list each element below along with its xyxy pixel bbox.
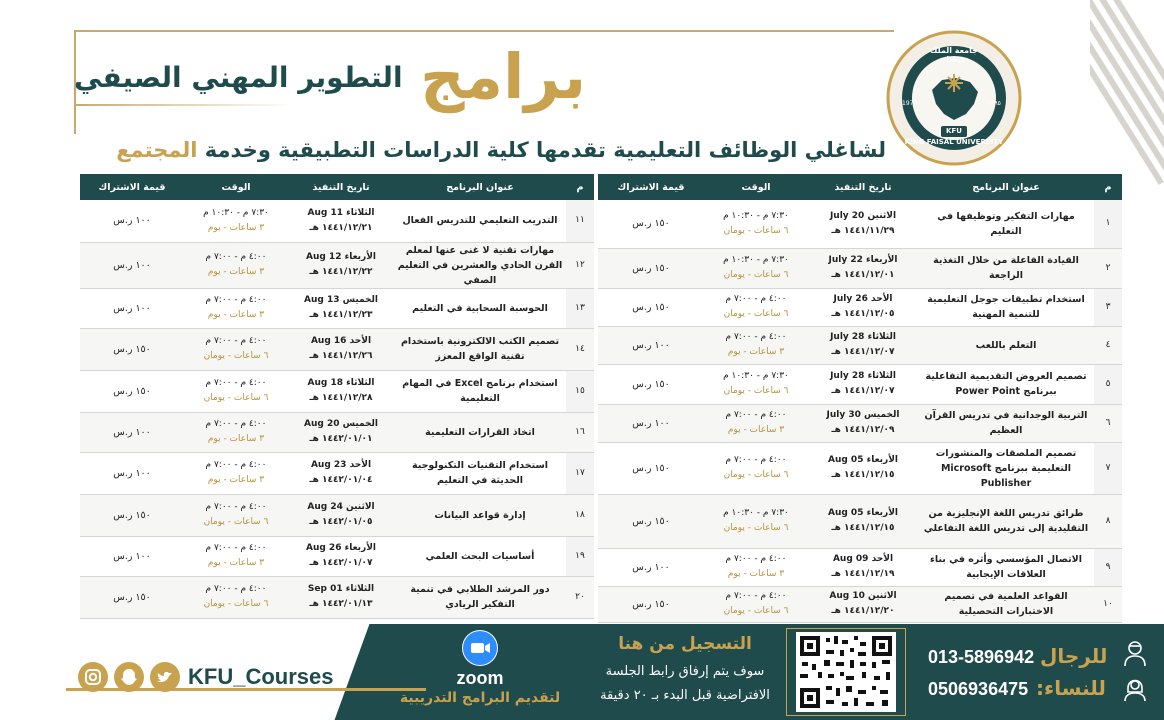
women-label: للنساء:: [1036, 676, 1106, 700]
program-date: [288, 200, 394, 242]
table-row: [598, 326, 1122, 364]
time-range: ٧:٣٠ م - ١٠:٣٠ م: [723, 210, 789, 221]
time-range: ٧:٣٠ م - ١٠:٣٠ م: [203, 207, 269, 218]
time-duration: ٦ ساعات - يومان: [723, 386, 789, 396]
date-hijri: ١٤٤١/١٢/٠٧ هـ: [831, 386, 895, 396]
date-gregorian: الثلاثاء Sep 01: [307, 584, 375, 594]
logo-text-bottom: KING FAISAL UNIVERSITY: [904, 138, 1004, 146]
social-handle[interactable]: KFU_Courses: [188, 664, 334, 689]
program-fee: ١٠٠ ر.س: [80, 200, 184, 242]
program-title: تصميم الكتب الالكترونية باستخدام تقنية الواقع المعزز: [394, 328, 566, 370]
date-gregorian: الخميس Aug 13: [304, 295, 378, 305]
col-name: عنوان البرنامج: [394, 174, 566, 200]
date-gregorian: الثلاثاء Aug 18: [307, 378, 375, 388]
program-fee: ١٥٠ ر.س: [598, 248, 704, 288]
date-gregorian: الأحد Aug 16: [310, 336, 372, 346]
program-date: [288, 288, 394, 328]
time-range: ٤:٠٠ م - ٧:٠٠ م: [725, 294, 787, 304]
date-gregorian: الخميس Aug 20: [304, 419, 378, 429]
time-duration: ٣ ساعات - يوم: [207, 558, 265, 568]
zoom-icon: [462, 630, 498, 666]
date-hijri: ١٤٤١/١٢/١٩ هـ: [831, 569, 895, 579]
program-time: [704, 548, 808, 586]
instagram-icon[interactable]: [78, 662, 108, 692]
logo-year-left: 1975: [902, 100, 918, 107]
row-num: ٣: [1094, 288, 1122, 326]
date-hijri: ١٤٤٢/٠١/٠٧ هـ: [309, 558, 373, 568]
program-fee: ١٠٠ ر.س: [80, 452, 184, 494]
row-num: ٨: [1094, 494, 1122, 548]
program-time: [184, 536, 288, 576]
date-gregorian: الأربعاء July 22: [828, 255, 898, 265]
women-phone[interactable]: 0506936475: [928, 679, 1029, 699]
time-duration: ٣ ساعات - يوم: [207, 222, 265, 233]
date-hijri: ١٤٤١/١٢/٠٩ هـ: [831, 425, 895, 435]
program-fee: ١٠٠ ر.س: [598, 404, 704, 442]
program-time: [704, 288, 808, 326]
program-time: [704, 404, 808, 442]
date-gregorian: الثلاثاء July 28: [830, 371, 896, 381]
date-hijri: ١٤٤١/١٢/٢٢ هـ: [309, 267, 373, 277]
program-time: [184, 576, 288, 618]
logo-year-right: ١٣٩٥: [988, 100, 1001, 107]
program-time: [184, 494, 288, 536]
row-num: ٧: [1094, 442, 1122, 494]
program-fee: ١٠٠ ر.س: [80, 536, 184, 576]
kfu-logo: [886, 30, 1022, 166]
program-date: [808, 200, 918, 248]
table-row: [80, 412, 594, 452]
time-range: ٤:٠٠ م - ٧:٠٠ م: [725, 410, 787, 420]
table-row: [80, 494, 594, 536]
date-gregorian: الخميس July 30: [826, 410, 900, 420]
program-date: [288, 576, 394, 618]
program-time: [184, 200, 288, 242]
program-time: [184, 370, 288, 412]
program-time: [704, 442, 808, 494]
table-row: [598, 442, 1122, 494]
program-date: [808, 586, 918, 622]
zoom-subtitle: لتقديم البرامج التدريبية: [399, 690, 561, 706]
time-duration: ٦ ساعات - يومان: [723, 225, 789, 236]
time-duration: ٦ ساعات - يومان: [723, 606, 789, 616]
col-fee: قيمة الاشتراك: [598, 174, 704, 200]
program-title: تصميم الملصقات والمنشورات التعليمية ببرنامج Microsoft Publisher: [918, 442, 1094, 494]
program-date: [288, 412, 394, 452]
program-fee: ١٠٠ ر.س: [598, 326, 704, 364]
program-time: [704, 248, 808, 288]
time-duration: ٣ ساعات - يوم: [207, 267, 265, 277]
table-row: [598, 586, 1122, 622]
date-hijri: ١٤٤١/١٢/٢١ هـ: [309, 222, 373, 233]
program-time: [184, 452, 288, 494]
time-range: ٤:٠٠ م - ٧:٠٠ م: [205, 295, 267, 305]
table-row: [80, 288, 594, 328]
program-fee: ١٥٠ ر.س: [598, 288, 704, 326]
date-hijri: ١٤٤٢/٠١/٠٥ هـ: [309, 517, 373, 527]
date-hijri: ١٤٤١/١٢/٢٠ هـ: [831, 606, 895, 616]
time-range: ٤:٠٠ م - ٧:٠٠ م: [725, 591, 787, 601]
program-fee: ١٠٠ ر.س: [80, 412, 184, 452]
table-row: [80, 576, 594, 618]
snapchat-icon[interactable]: [114, 662, 144, 692]
time-duration: ٣ ساعات - يوم: [207, 475, 265, 485]
date-gregorian: الثلاثاء Aug 11: [307, 207, 375, 218]
row-num: ١٢: [566, 242, 594, 288]
table-header-row: [598, 174, 1122, 200]
date-hijri: ١٤٤١/١٢/٠١ هـ: [831, 270, 895, 280]
program-date: [288, 370, 394, 412]
time-duration: ٦ ساعات - يومان: [723, 523, 789, 533]
date-gregorian: الثلاثاء July 28: [830, 332, 896, 342]
date-gregorian: الأربعاء Aug 12: [305, 252, 377, 262]
program-title: مهارات تقنية لا غنى عنها لمعلم القرن الحادي والعشرين في التعليم الصفي: [394, 242, 566, 288]
program-fee: ١٥٠ ر.س: [598, 364, 704, 404]
table-row: [80, 370, 594, 412]
time-range: ٤:٠٠ م - ٧:٠٠ م: [725, 455, 787, 465]
date-gregorian: الأحد Aug 09: [832, 554, 894, 564]
program-date: [808, 548, 918, 586]
program-fee: ١٥٠ ر.س: [80, 576, 184, 618]
program-title: طرائق تدريس اللغة الإنجليزية من التقليدية إلى تدريس اللغة التفاعلي: [918, 494, 1094, 548]
program-title: القواعد العلمية في تصميم الاختبارات التحصيلية: [918, 586, 1094, 622]
program-title: التربية الوجدانية في تدريس القرآن العظيم: [918, 404, 1094, 442]
row-num: ١٣: [566, 288, 594, 328]
date-gregorian: الاثنين July 20: [829, 210, 897, 221]
qr-code[interactable]: [796, 632, 896, 712]
table-row: [598, 494, 1122, 548]
time-range: ٤:٠٠ م - ٧:٠٠ م: [205, 460, 267, 470]
time-range: ٧:٣٠ م - ١٠:٣٠ م: [723, 508, 789, 518]
program-title: الحوسبة السحابية في التعليم: [394, 288, 566, 328]
logo-text-top: جامعة الملك فيصل: [930, 46, 978, 64]
program-time: [184, 412, 288, 452]
time-range: ٤:٠٠ م - ٧:٠٠ م: [725, 554, 787, 564]
time-range: ٤:٠٠ م - ٧:٠٠ م: [205, 419, 267, 429]
program-title: تصميم العروض التقديمية التفاعلية ببرنامج Power Point: [918, 364, 1094, 404]
subtitle-accent: المجتمع: [116, 138, 198, 162]
date-gregorian: الاثنين Aug 10: [829, 591, 897, 601]
program-fee: ١٥٠ ر.س: [80, 328, 184, 370]
program-fee: ١٥٠ ر.س: [80, 370, 184, 412]
date-hijri: ١٤٤١/١٢/٢٣ هـ: [309, 310, 373, 320]
table-row: [598, 364, 1122, 404]
date-gregorian: الأربعاء Aug 26: [305, 543, 377, 553]
program-fee: ١٥٠ ر.س: [598, 200, 704, 248]
program-time: [184, 288, 288, 328]
program-date: [808, 288, 918, 326]
time-duration: ٣ ساعات - يوم: [207, 310, 265, 320]
program-date: [808, 248, 918, 288]
col-name: عنوان البرنامج: [918, 174, 1094, 200]
row-num: ١٩: [566, 536, 594, 576]
qr-code-icon: [796, 632, 896, 712]
zoom-label: zoom: [456, 668, 504, 688]
program-title: دور المرشد الطلابي في تنمية التفكير الريادي: [394, 576, 566, 618]
row-num: ١٤: [566, 328, 594, 370]
col-date: تاريخ التنفيذ: [808, 174, 918, 200]
date-hijri: ١٤٤١/١٢/٠٥ هـ: [831, 309, 895, 319]
program-title: التعلم باللعب: [918, 326, 1094, 364]
program-title: أساسيات البحث العلمي: [394, 536, 566, 576]
table-row: [598, 404, 1122, 442]
date-hijri: ١٤٤١/١٢/١٥ هـ: [831, 523, 895, 533]
table-row: [80, 452, 594, 494]
register-note-line2: الافتراضية قبل البدء بـ ٢٠ دقيقة: [600, 688, 770, 703]
program-title: استخدام تطبيقات جوجل التعليمية للتنمية المهنية: [918, 288, 1094, 326]
program-time: [704, 364, 808, 404]
time-duration: ٦ ساعات - يومان: [723, 309, 789, 319]
row-num: ٩: [1094, 548, 1122, 586]
col-date: تاريخ التنفيذ: [288, 174, 394, 200]
twitter-icon[interactable]: [150, 662, 180, 692]
col-fee: قيمة الاشتراك: [80, 174, 184, 200]
program-title: اتخاذ القرارات التعليمية: [394, 412, 566, 452]
program-date: [288, 536, 394, 576]
program-fee: ١٠٠ ر.س: [80, 288, 184, 328]
men-phone[interactable]: 013-5896942: [928, 647, 1035, 667]
program-time: [704, 494, 808, 548]
col-num: م: [1094, 174, 1122, 200]
date-gregorian: الأربعاء Aug 05: [827, 508, 899, 518]
date-hijri: ١٤٤١/١١/٢٩ هـ: [831, 225, 895, 236]
program-fee: ١٥٠ ر.س: [598, 442, 704, 494]
program-fee: ١٠٠ ر.س: [598, 548, 704, 586]
title-word: برامج: [420, 40, 587, 113]
table-row: [80, 536, 594, 576]
page-title: التطوير المهني الصيفي: [74, 61, 403, 94]
table-row: [598, 248, 1122, 288]
date-gregorian: الأحد July 26: [833, 294, 893, 304]
table-row: [598, 288, 1122, 326]
time-duration: ٦ ساعات - يومان: [203, 393, 269, 403]
program-date: [808, 364, 918, 404]
time-duration: ٦ ساعات - يومان: [203, 517, 269, 527]
row-num: ٦: [1094, 404, 1122, 442]
row-num: ١٦: [566, 412, 594, 452]
time-duration: ٦ ساعات - يومان: [723, 270, 789, 280]
program-time: [184, 328, 288, 370]
program-title: استخدام برنامج Excel في المهام التعليمية: [394, 370, 566, 412]
program-date: [808, 442, 918, 494]
time-range: ٤:٠٠ م - ٧:٠٠ م: [205, 502, 267, 512]
time-duration: ٦ ساعات - يومان: [203, 351, 269, 361]
row-num: ١٧: [566, 452, 594, 494]
date-hijri: ١٤٤١/١٢/١٥ هـ: [831, 470, 895, 480]
row-num: ٢٠: [566, 576, 594, 618]
program-date: [808, 326, 918, 364]
page-subtitle: [66, 132, 886, 168]
program-fee: ١٥٠ ر.س: [80, 494, 184, 536]
table-header-row: [80, 174, 594, 200]
time-range: ٤:٠٠ م - ٧:٠٠ م: [725, 332, 787, 342]
row-num: ١٨: [566, 494, 594, 536]
program-time: [704, 586, 808, 622]
subtitle-text: لشاغلي الوظائف التعليمية تقدمها كلية الدراسات التطبيقية وخدمة: [197, 138, 886, 162]
row-num: ٢: [1094, 248, 1122, 288]
date-gregorian: الاثنين Aug 24: [307, 502, 375, 512]
time-range: ٤:٠٠ م - ٧:٠٠ م: [205, 378, 267, 388]
table-row: [598, 200, 1122, 248]
time-range: ٧:٣٠ م - ١٠:٣٠ م: [723, 371, 789, 381]
date-hijri: ١٤٤١/١٢/٢٨ هـ: [309, 393, 373, 403]
row-num: ١٥: [566, 370, 594, 412]
time-range: ٤:٠٠ م - ٧:٠٠ م: [205, 584, 267, 594]
date-hijri: ١٤٤٢/٠١/٠٤ هـ: [309, 475, 373, 485]
col-time: الوقت: [704, 174, 808, 200]
program-date: [288, 494, 394, 536]
row-num: ١١: [566, 200, 594, 242]
decorative-stripes: [1090, 0, 1164, 190]
date-gregorian: الأربعاء Aug 05: [827, 455, 899, 465]
program-title: الاتصال المؤسسي وأثره في بناء العلاقات الإيجابية: [918, 548, 1094, 586]
program-time: [704, 326, 808, 364]
table-row: [80, 242, 594, 288]
register-title: التسجيل من هنا: [618, 634, 752, 654]
time-range: ٤:٠٠ م - ٧:٠٠ م: [205, 336, 267, 346]
row-num: ٤: [1094, 326, 1122, 364]
men-label: للرجال: [1040, 644, 1108, 668]
time-range: ٤:٠٠ م - ٧:٠٠ م: [205, 252, 267, 262]
woman-icon: [1120, 672, 1150, 702]
time-duration: ٣ ساعات - يوم: [727, 569, 785, 579]
program-title: القيادة الفاعلة من خلال التغذية الراجعة: [918, 248, 1094, 288]
table-row: [80, 200, 594, 242]
col-time: الوقت: [184, 174, 288, 200]
time-duration: ٣ ساعات - يوم: [727, 347, 785, 357]
man-icon: [1120, 638, 1150, 668]
program-time: [184, 242, 288, 288]
row-num: ١: [1094, 200, 1122, 248]
program-fee: ١٥٠ ر.س: [598, 586, 704, 622]
program-title: التدريب التعليمي للتدريس الفعال: [394, 200, 566, 242]
time-duration: ٣ ساعات - يوم: [727, 425, 785, 435]
program-time: [704, 200, 808, 248]
date-hijri: ١٤٤٢/٠١/١٣ هـ: [309, 599, 373, 609]
date-gregorian: الأحد Aug 23: [310, 460, 372, 470]
time-range: ٧:٣٠ م - ١٠:٣٠ م: [723, 255, 789, 265]
schedule-table-right: [598, 174, 1122, 623]
col-num: م: [566, 174, 594, 200]
time-range: ٤:٠٠ م - ٧:٠٠ م: [205, 543, 267, 553]
table-row: [598, 548, 1122, 586]
time-duration: ٣ ساعات - يوم: [207, 434, 265, 444]
program-fee: ١٠٠ ر.س: [80, 242, 184, 288]
program-date: [288, 242, 394, 288]
program-fee: ١٥٠ ر.س: [598, 494, 704, 548]
program-date: [288, 328, 394, 370]
program-title: مهارات التفكير وتوظيفها في التعليم: [918, 200, 1094, 248]
row-num: ١٠: [1094, 586, 1122, 622]
row-num: ٥: [1094, 364, 1122, 404]
table-row: [80, 328, 594, 370]
program-date: [288, 452, 394, 494]
time-duration: ٦ ساعات - يومان: [723, 470, 789, 480]
program-title: إدارة قواعد البيانات: [394, 494, 566, 536]
logo-abbr: KFU: [946, 127, 962, 135]
program-date: [808, 494, 918, 548]
register-note-line1: سوف يتم إرفاق رابط الجلسة: [605, 664, 765, 679]
date-hijri: ١٤٤٢/٠١/٠١ هـ: [309, 434, 373, 444]
date-hijri: ١٤٤١/١٢/٠٧ هـ: [831, 347, 895, 357]
time-duration: ٦ ساعات - يومان: [203, 599, 269, 609]
schedule-table-left: [80, 174, 594, 619]
date-hijri: ١٤٤١/١٢/٢٦ هـ: [309, 351, 373, 361]
program-title: استخدام التقنيات التكنولوجية الحديثة في التعليم: [394, 452, 566, 494]
program-date: [808, 404, 918, 442]
